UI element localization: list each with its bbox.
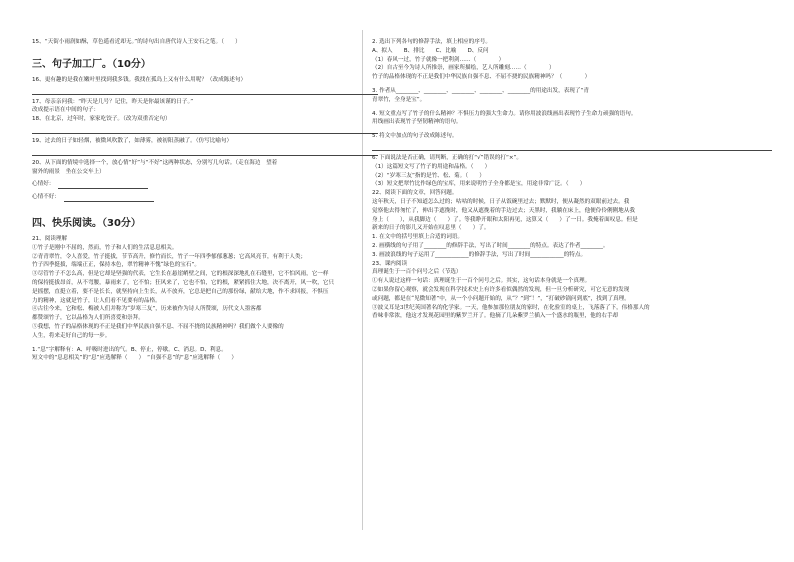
question-18: 18、在北京，过年时，家家吃饺子。（改为双重否定句） — [32, 116, 171, 123]
question-16: 16、更有趣的是我在嫩叶里找到我多钱。我找在孤岛上又有什么用呢？（改成陈述句） — [32, 76, 247, 83]
passage-22-line-1: 这年秋天，日子不知道怎么过的；咕咕的时候，日子从饭碗里过去；默默时，便从凝然的双眼前过去。我 — [372, 198, 630, 205]
question-15: 15、“天街小雨润如酥，草色遥看近却无。”的诗句出自唐代诗人王安石之笔。（ ） — [32, 39, 241, 45]
passage-23-line-1: ①有人说过这样一句话：真理诞生于一百个问号之后。其实，这句话本身就是一个真理。 — [372, 278, 591, 285]
mood-bad-label: 心情不好： — [32, 194, 60, 201]
question-22: 22、阅读下面的文章，回答问题。 — [372, 190, 458, 197]
question-6: 6. 下面说法是否正确，请判断，正确的打“√”错误的打“×”。 — [372, 154, 523, 161]
answer-line-19[interactable] — [32, 146, 378, 156]
question-17: 17、母亲亲问我：“昨天是几号？记住，昨天是你最该谨的日子。” — [32, 98, 194, 105]
passage-para-1: ①竹子是刚中不屈的，然而，竹子和人们的生活息息相关。 — [32, 244, 178, 251]
passage-para-3-line-4: 力的精神，这就是竹子，让人们看不见要有的品格。 — [32, 297, 161, 304]
question-20-line-2: 窗外的雨景 坐在公交车上） — [32, 168, 105, 175]
question-17-prompt: 改成提示语在中间的句子： — [32, 107, 100, 114]
question-2: 2. 选出下列各句的修辞手法，填上相应的序号。 — [372, 39, 491, 45]
passage-para-3-line-1: ③尽管竹子不怎么高，但是它却是坚强的代表，它生长在悬崖峭壁之间，它的根深深地扎在石缝里，它不怕风雨，它一样 — [32, 271, 329, 278]
right-column — [372, 38, 772, 321]
passage-22-question-2: 2. 画横线的句子用了________的修辞手法，写出了时间________的特点。表达了作者________。 — [372, 242, 609, 249]
passage-para-2-line-1: ②青青翠竹，令人喜爱，竹子挺拔，节节高升，修竹而长，竹子一年四季郁郁葱葱；它高风亮节，有利于人类； — [32, 253, 307, 260]
section-3-heading: 三、句子加工厂。（10分） — [32, 58, 151, 70]
mood-good-label: 心情好： — [32, 181, 55, 188]
question-5: 5. 将文中加点的句子改成陈述句。 — [372, 133, 458, 140]
question-6-item-2: （2）“岁寒三友”指的是竹、松、菊。（ ） — [372, 172, 485, 179]
question-2-item-3: 竹子的品格体现的不正是我们中华民族自强不息、不屈不挠的民族精神吗？（ ） — [372, 74, 591, 81]
passage-para-4-line-1: ④古往今来，它和松、梅被人们并称为“岁寒三友”，历来被作为诗人所赞颂，历代文人墨客都 — [32, 306, 262, 313]
question-19: 19、过去的日子如轻烟，被微风吹散了，如薄雾，被初阳蒸融了。（仿写比喻句） — [32, 137, 233, 144]
left-column — [32, 38, 378, 363]
passage-23-line-2: ②如果你留心观察，就会发现在科学技术史上有许多看似偶然的发现，但一旦分析研究，可它无意的发现 — [372, 286, 630, 293]
question-6-item-1: （1）这篇短文写了竹子的用途和品格。（ ） — [372, 163, 491, 170]
passage-23-title: 真理诞生于一百个问号之后（节选） — [372, 269, 462, 276]
question-20-line-1: 20、从下面的情境中选择一个，放心情“好”与“不好”这两种状态，分别写几句话。（走在海边 望着 — [32, 159, 278, 166]
reading-question-1-choice: 短文中的“息息相关”的“息”应选解释（ ） “自强不息”的“息”应选解释（ ） — [32, 355, 237, 362]
answer-line-18[interactable] — [32, 124, 378, 134]
passage-22-line-4: 新来的日子的影儿又开始在叹息里（ ）了。 — [372, 225, 490, 232]
passage-23-line-3: 或问题，都是在“见微知著”中，从一个小问题开始的，从“？”到“！”，“打破砂锅问到底”，找到了真理。 — [372, 295, 630, 302]
mood-bad-blank[interactable] — [64, 201, 154, 202]
mood-good-blank[interactable] — [58, 188, 148, 189]
passage-para-2-line-2: 竹子四季挺拔，端端正正，保持本色，翠竹精神不愧“绿色的宝石”。 — [32, 262, 200, 269]
question-2-options: A、拟人 B、排比 C、比喻 D、反问 — [372, 47, 489, 54]
question-4: 4. 短文重点写了竹子的什么精神？不惧压力的强大生命力。请你用波浪线画出表现竹子生命力顽强的语句。 — [372, 110, 637, 117]
passage-para-3-line-2: 的保持挺拔昂首，从不弯腰，暴雨来了，它不怕；狂风来了，它也不怕，它的根，紧紧抓住大地，决不离开，风一吹，它只 — [32, 279, 335, 286]
question-3-continued: 青翠竹，全身是宝”。 — [372, 96, 426, 103]
passage-23-line-5: 香味非常浓，他这才发现花园里的紫罗兰开了。他摘了几朵紫罗兰插入一个盛水的瓶里，他的右手却 — [372, 313, 619, 320]
mood-bad-row — [32, 193, 378, 202]
passage-para-5-line-1: ⑤我想，竹子的品格体现的不正是我们中华民族自强不息、不屈不挠的民族精神吗？我们做个人要像的 — [32, 323, 284, 330]
passage-22-line-3: 身上（ ），从我脚边（ ）了。等我睁开眼和太阳再见，这算又（ ）了一日。我掩着面叹息。但是 — [372, 216, 638, 223]
question-21-label: 21、阅读理解 — [32, 235, 68, 242]
passage-para-3-line-3: 是摇摆，直挺立着，要不是长长，就坚持向上生长，从不放弃，它总是把自己的那份绿，献给大地，作不求回报，不惧压 — [32, 288, 329, 295]
answer-line-5[interactable] — [372, 141, 772, 151]
question-2-item-1: （1）春风一过，竹子就像一把利剑……（ ） — [372, 56, 505, 63]
question-3: 3. 作者从________、________、________、________、________的用途出发，表现了“青 — [372, 87, 589, 94]
section-4-heading: 四、快乐阅读。（30分） — [32, 217, 141, 229]
reading-question-1: 1.“息”字解释有：A、呼吸时进出的气。B、停止，停歇。C、消息。D、利息。 — [32, 346, 227, 353]
passage-para-4-line-2: 都赞颂竹子，它以品格为人们所喜爱和崇拜。 — [32, 315, 144, 322]
mood-good-row — [32, 180, 378, 189]
question-23: 23、课内阅读 — [372, 260, 408, 267]
question-4-continued: 用线画出表现竹子坚韧精神的语句。 — [372, 119, 462, 126]
passage-para-5-line-2: 人生，将来走好自己的每一步。 — [32, 332, 111, 339]
question-6-item-3: （3）短文把翠竹比作绿色的宝库，用来说明竹子全身都是宝，用途非常广泛。（ ） — [372, 181, 586, 188]
question-2-item-2: （2）自古至今为诗人所推崇，画家所描绘，艺人所雕刻……（ ） — [372, 65, 555, 72]
answer-line-16[interactable] — [32, 85, 378, 95]
passage-22-question-1: 1. 在文中的括号里填上合适的词语。 — [372, 234, 464, 241]
passage-22-question-3: 3. 画波浪线的句子运用了____________的修辞手法，写出了时间____________的特点。 — [372, 251, 587, 258]
passage-23-line-4: ③波义耳是3世纪英国著名的化学家。一天，他参加那位朋友的家时，在化验室的桌上，飞落落了下，伟格那人的 — [372, 304, 650, 311]
passage-22-line-2: 觉察他去得匆忙了，伸出手遮挽时，他又从遮挽着的手边过去；天黑时，我躺在床上，他便伶伶俐俐地从我 — [372, 207, 635, 214]
